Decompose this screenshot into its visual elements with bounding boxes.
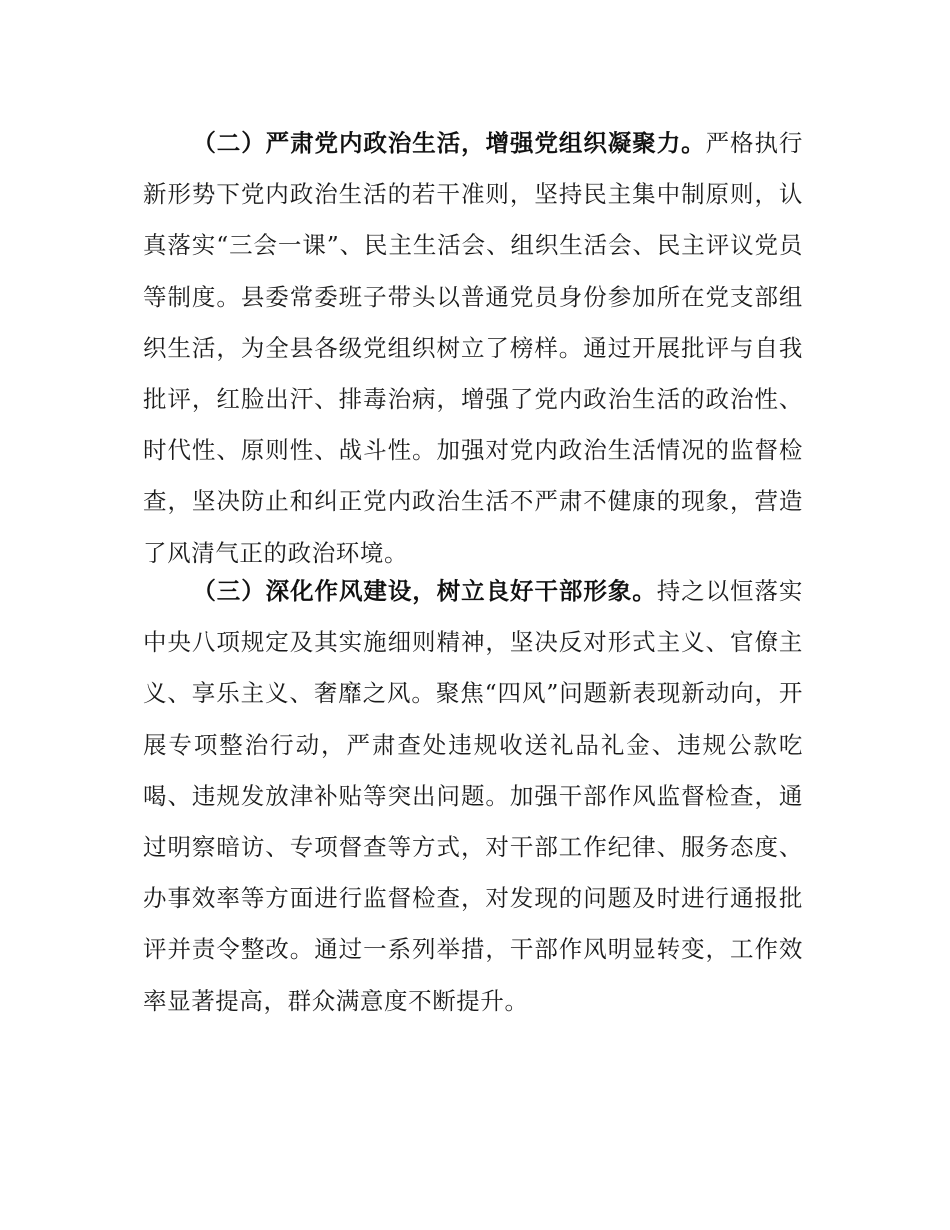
section-party-political-life [143, 118, 803, 579]
section-heading: （三）深化作风建设，树立良好干部形象。 [192, 577, 657, 605]
section-body: 持之以恒落实中央八项规定及其实施细则精神，坚决反对形式主义、官僚主义、享乐主义、奢靡之风。聚焦“四风”问题新表现新动向，开展专项整治行动，严肃查处违规收送礼品礼金、违规公款吃喝、违规发放津补贴等突出问题。加强干部作风监督检查，通过明察暗访、专项督查等方式，对干部工作纪律、服务态度、办事效率等方面进行监督检查，对发现的问题及时进行通报批评并责令整改。通过一系列举措，干部作风明显转变，工作效率显著提高，群众满意度不断提升。 [143, 577, 803, 1015]
section-body: 严格执行新形势下党内政治生活的若干准则，坚持民主集中制原则，认真落实“三会一课”、民主生活会、组织生活会、民主评议党员等制度。县委常委班子带头以普通党员身份参加所在党支部组织生活，为全县各级党组织树立了榜样。通过开展批评与自我批评，红脸出汗、排毒治病，增强了党内政治生活的政治性、时代性、原则性、战斗性。加强对党内政治生活情况的监督检查，坚决防止和纠正党内政治生活不严肃不健康的现象，营造了风清气正的政治环境。 [143, 129, 803, 567]
paragraph [143, 566, 803, 1027]
section-heading: （二）严肃党内政治生活，增强党组织凝聚力。 [192, 129, 706, 157]
section-work-style [143, 566, 803, 1027]
paragraph [143, 118, 803, 579]
